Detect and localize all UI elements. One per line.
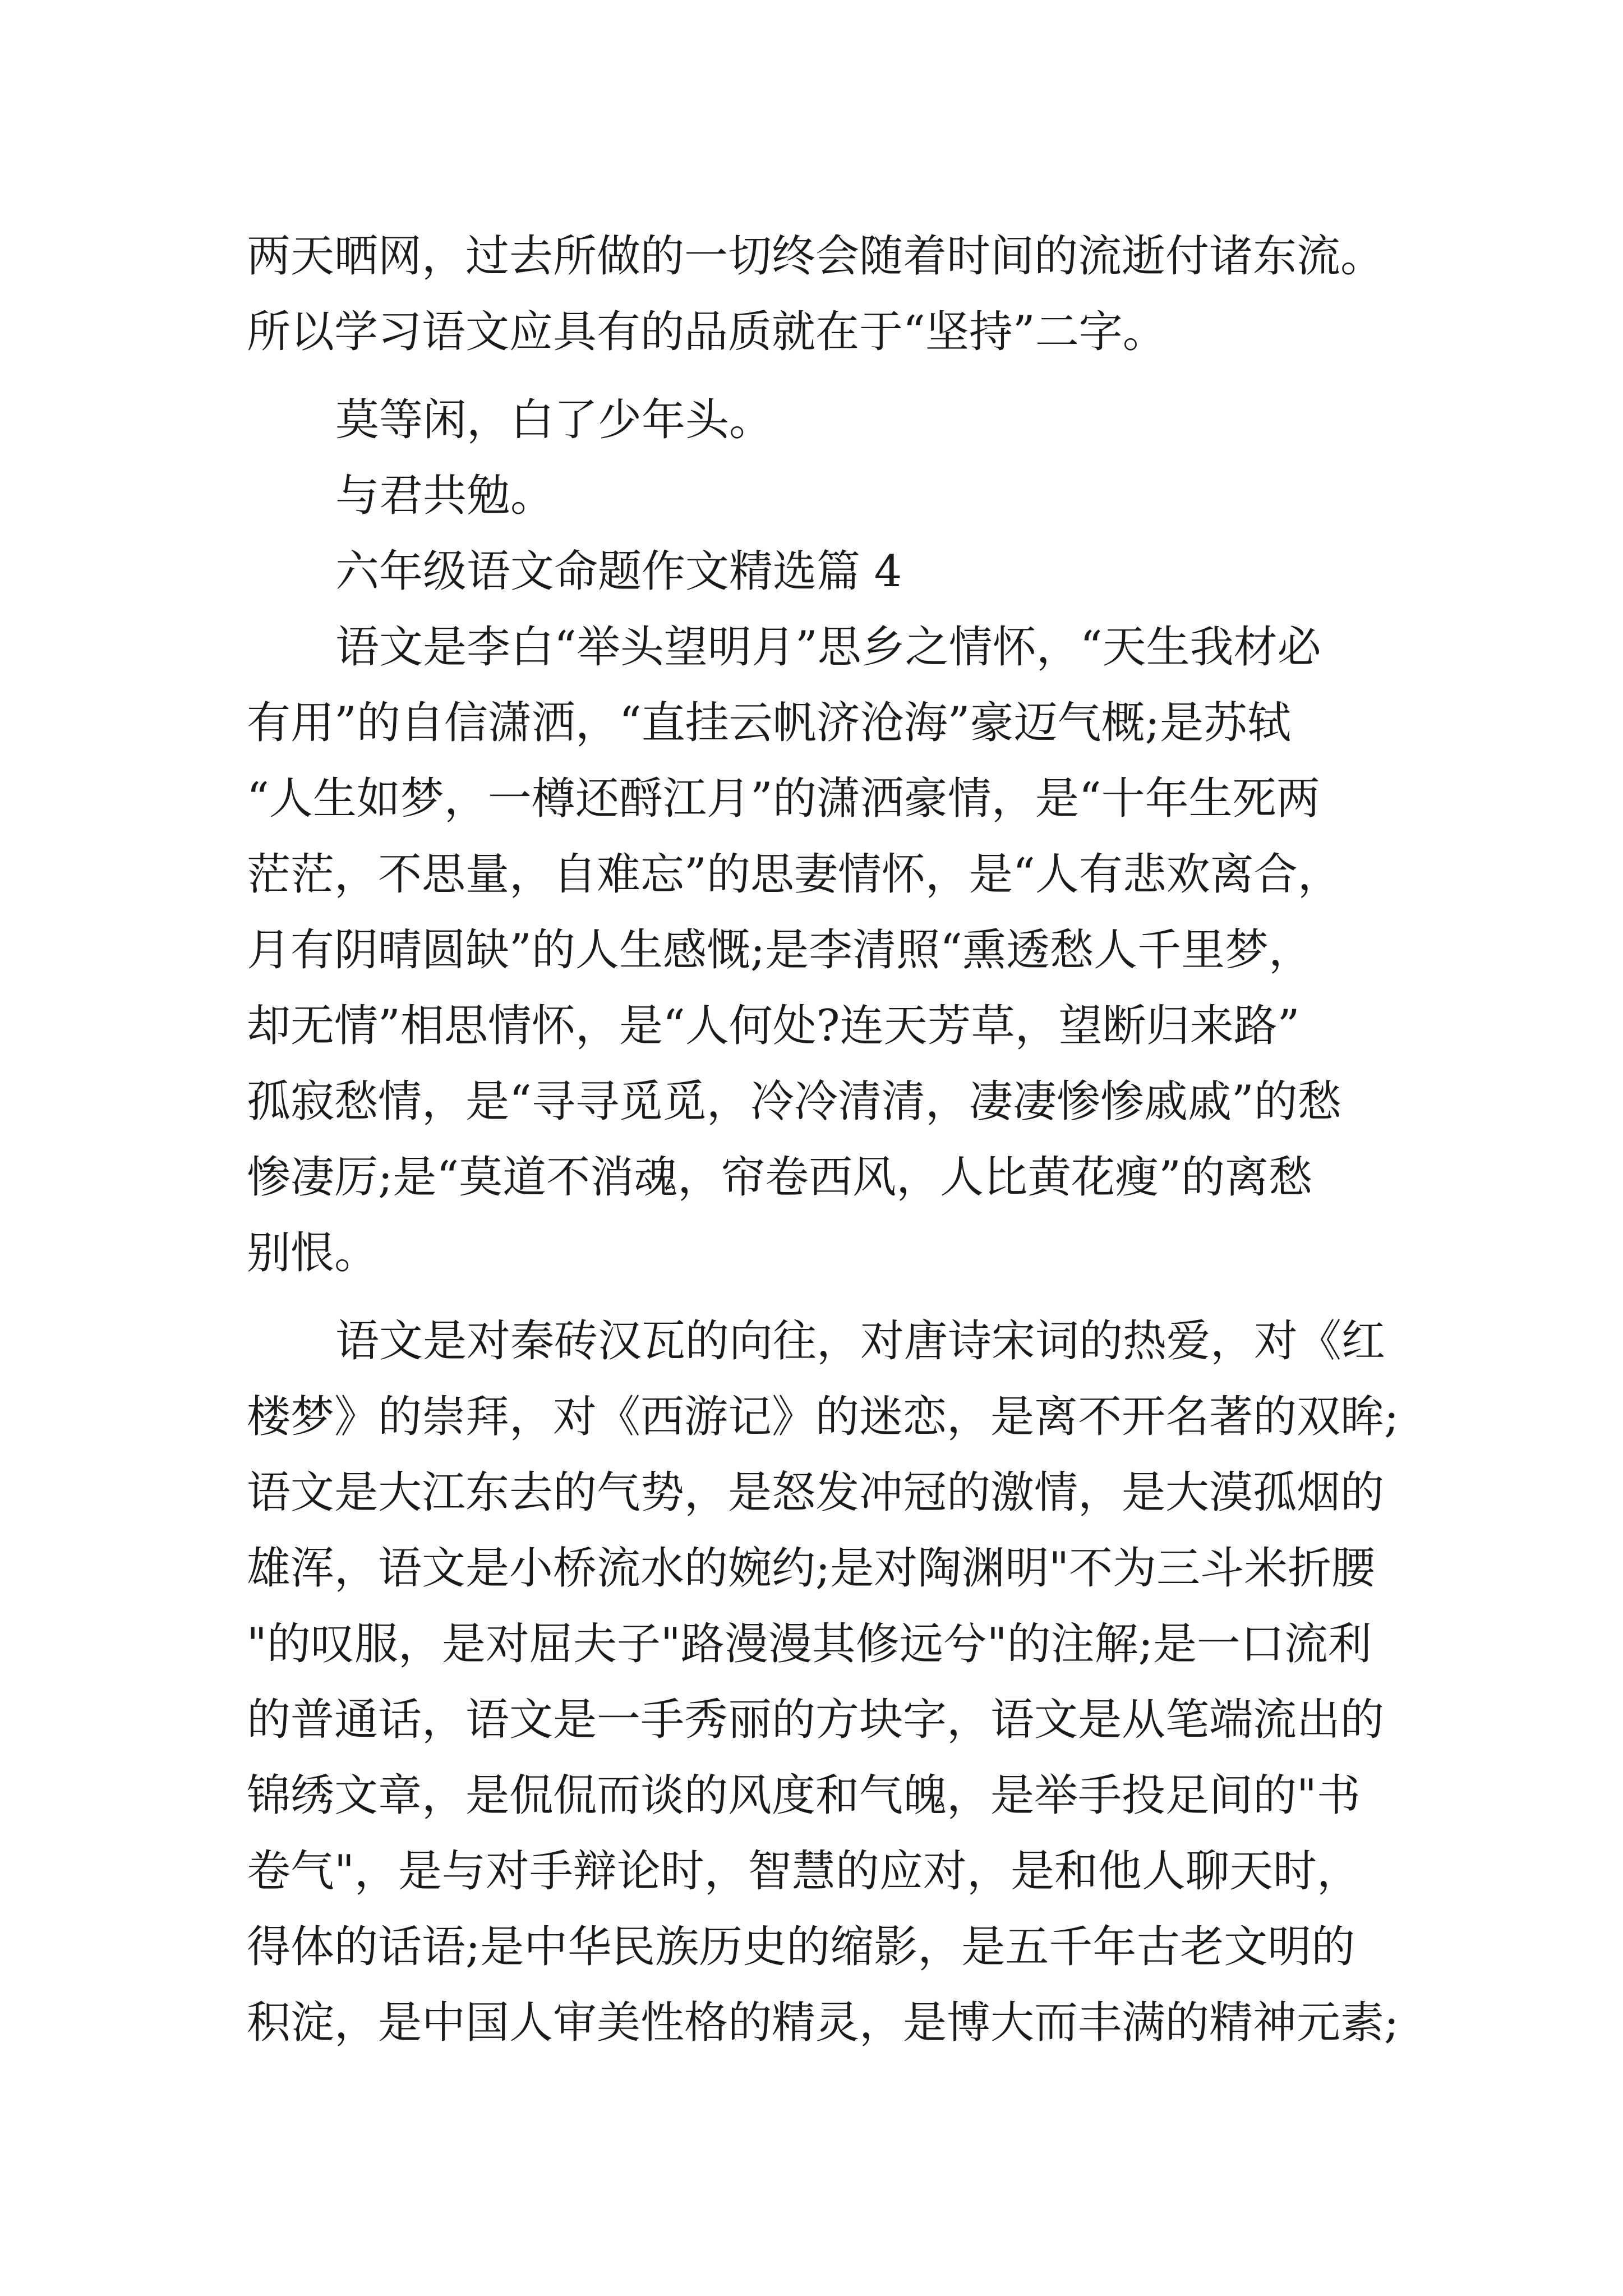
text-line: 得体的话语;是中华民族历史的缩影，是五千年古老文明的: [247, 1922, 1355, 1972]
text-line: 却无情”相思情怀，是“人何处?连天芳草，望断归来路”: [247, 1001, 1300, 1051]
text-line: 语文是大江东去的气势，是怒发冲冠的激情，是大漠孤烟的: [247, 1467, 1385, 1518]
text-line: 与君共勉。: [335, 471, 555, 521]
text-line: “人生如梦，一樽还酹江月”的潇洒豪情，是“十年生死两: [247, 774, 1320, 824]
text-line: 莫等闲，白了少年头。: [335, 395, 773, 445]
text-line: 月有阴晴圆缺”的人生感慨;是李清照“熏透愁人千里梦，: [247, 925, 1313, 976]
text-line: 语文是对秦砖汉瓦的向往，对唐诗宋词的热爱，对《红: [335, 1316, 1386, 1366]
text-line: 茫茫，不思量，自难忘”的思妻情怀，是“人有悲欢离合，: [247, 849, 1341, 900]
text-line: 卷气"，是与对手辩论时，智慧的应对，是和他人聊天时，: [247, 1846, 1361, 1897]
text-line: 惨凄厉;是“莫道不消魂，帘卷西风，人比黄花瘦”的离愁: [247, 1152, 1313, 1203]
text-line: 雄浑，语文是小桥流水的婉约;是对陶渊明"不为三斗米折腰: [247, 1543, 1376, 1594]
text-line: 的普通话，语文是一手秀丽的方块字，语文是从笔端流出的: [247, 1695, 1385, 1745]
text-line: 锦绣文章，是侃侃而谈的风度和气魄，是举手投足间的"书: [247, 1770, 1361, 1821]
text-line: "的叹服，是对屈夫子"路漫漫其修远兮"的注解;是一口流利: [247, 1619, 1372, 1669]
text-line: 两天晒网，过去所做的一切终会随着时间的流逝付诸东流。: [247, 231, 1385, 282]
text-line: 孤寂愁情，是“寻寻觅觅，冷冷清清，凄凄惨惨戚戚”的愁: [247, 1076, 1341, 1127]
text-line: 有用”的自信潇洒，“直挂云帆济沧海”豪迈气概;是苏轼: [247, 698, 1291, 748]
text-line: 积淀，是中国人审美性格的精灵，是博大而丰满的精神元素;: [247, 1998, 1399, 2048]
paragraph-gap: [247, 1291, 1391, 1304]
paragraph-gap: [247, 370, 1391, 383]
section-heading: 六年级语文命题作文精选篇 4: [335, 546, 902, 597]
body-text: [247, 219, 1399, 2061]
text-line: 别恨。: [247, 1228, 379, 1278]
text-line: 语文是李白“举头望明月”思乡之情怀，“天生我材必: [335, 622, 1321, 673]
text-line: 楼梦》的崇拜，对《西游记》的迷恋，是离不开名著的双眸;: [247, 1392, 1399, 1442]
text-line: 所以学习语文应具有的品质就在于“坚持”二字。: [247, 307, 1166, 357]
